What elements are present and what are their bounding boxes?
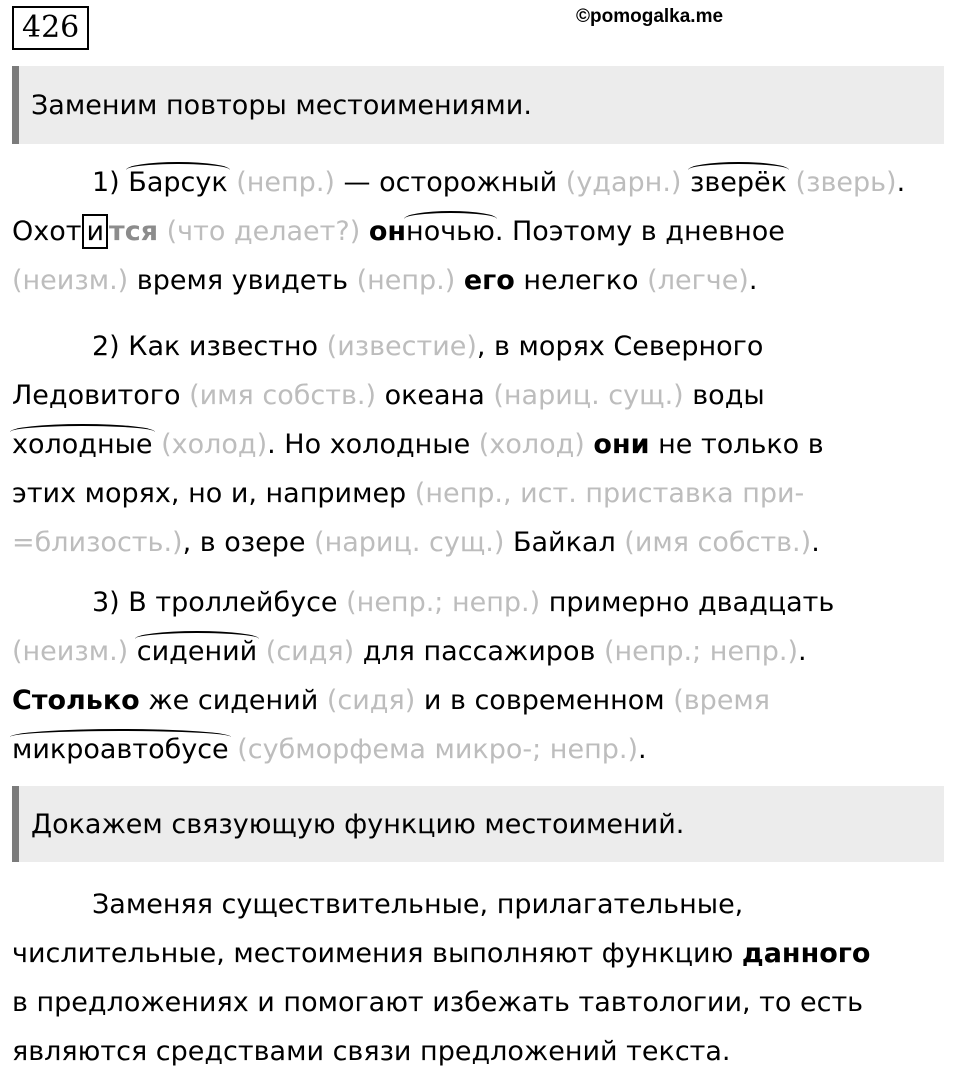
p2-line-2 (12, 371, 957, 420)
conclusion-paragraph (12, 880, 957, 1076)
text: . Но холодные (267, 429, 471, 460)
heading-text: Заменим повторы местоимениями. (31, 89, 532, 121)
text: 2) Как известно (92, 331, 319, 362)
conclusion-line-2 (12, 929, 957, 978)
word-arc: ночью (406, 207, 495, 256)
paragraph-2 (12, 322, 957, 567)
item-number: 1) (92, 167, 129, 198)
gray-note: (нариц. сущ.) (305, 527, 513, 558)
gray-note: (известие) (318, 331, 477, 362)
text: Ледовитого (12, 380, 181, 411)
word-arc: Барсук (128, 158, 227, 207)
text: . (797, 636, 807, 667)
p3-line-4 (12, 725, 957, 774)
gray-note: (непр.) (348, 265, 464, 296)
text: не только в (649, 429, 824, 460)
bold-word: данного (741, 938, 871, 969)
gray-note: (зверь) (786, 167, 897, 198)
text: примерно двадцать (548, 587, 835, 618)
ending-highlight: тся (109, 216, 159, 247)
word-arc: зверёк (690, 158, 787, 207)
gray-note: (субморфема микро-; непр.) (228, 734, 638, 765)
paragraph-1 (12, 158, 957, 305)
gray-note: (непр.; непр.) (337, 587, 549, 618)
text: . (637, 734, 647, 765)
text: . (811, 527, 820, 558)
gray-note: (имя собств.) (615, 527, 812, 558)
pronoun-bold: Столько (12, 685, 140, 716)
section-heading-prove (12, 786, 944, 862)
gray-note: (что делает?) (158, 216, 369, 247)
text: в предложениях и помогают избежать тавтологии, то есть (12, 987, 864, 1018)
suffix-box: и (82, 214, 108, 249)
gray-note: (холод) (152, 429, 268, 460)
text: Охот (12, 216, 82, 247)
heading-text: Докажем связующую функцию местоимений. (31, 808, 685, 840)
text: и в современном (423, 685, 665, 716)
text: . Поэтому в дневное (494, 216, 785, 247)
text: для пассажиров (362, 636, 596, 667)
text: . (748, 265, 758, 296)
text: 3) В троллейбусе (92, 587, 338, 618)
p1-line-2 (12, 207, 957, 256)
text: Заменяя существительные, прилагательные, (92, 889, 744, 920)
p3-line-2 (12, 627, 957, 676)
p2-line-3 (12, 420, 957, 469)
gray-note: (непр.) (227, 167, 344, 198)
text: этих морях, но и, например (12, 478, 407, 509)
text: , в озере (182, 527, 306, 558)
gray-note: (ударн.) (565, 167, 691, 198)
text: воды (692, 380, 765, 411)
text: Байкал (512, 527, 616, 558)
p2-line-1 (12, 322, 957, 371)
conclusion-line-4 (12, 1027, 957, 1076)
gray-note: (время (664, 685, 771, 716)
watermark: ©pomogalka.me (576, 6, 724, 27)
p3-line-1 (12, 578, 957, 627)
text: . (896, 167, 906, 198)
word-arc: микроавтобусе (12, 725, 229, 774)
text: числительные, местоимения выполняют функцию (12, 938, 742, 969)
gray-note: (неизм.) (12, 636, 137, 667)
gray-note: (непр., ист. приставка при- (406, 478, 805, 509)
pronoun-bold: они (593, 429, 650, 460)
text: океана (384, 380, 485, 411)
gray-note: (сидя) (318, 685, 424, 716)
gray-note: (сидя) (257, 636, 363, 667)
p2-line-4 (12, 469, 957, 518)
p1-line-3 (12, 256, 957, 305)
pronoun-bold: его (463, 265, 515, 296)
gray-note: (имя собств.) (180, 380, 385, 411)
conclusion-line-1 (12, 880, 957, 929)
p3-line-3 (12, 676, 957, 725)
text: нелегко (514, 265, 639, 296)
pronoun-bold: он (368, 216, 407, 247)
p2-line-5 (12, 518, 957, 567)
gray-note: (нариц. сущ.) (484, 380, 693, 411)
word-arc: сидений (137, 627, 257, 676)
word-arc: холодные (12, 420, 153, 469)
gray-note: (непр.; непр.) (595, 636, 798, 667)
gray-note: (неизм.) (12, 265, 137, 296)
text: — осторожный (343, 167, 566, 198)
gray-note: =близость.) (12, 527, 183, 558)
paragraph-3 (12, 578, 957, 774)
section-heading-replace (12, 66, 944, 144)
gray-note: (холод) (470, 429, 594, 460)
task-number: 426 (12, 6, 89, 50)
text: являются средствами связи предложений текста. (12, 1036, 731, 1067)
p1-line-1 (12, 158, 957, 207)
text: , в морях Северного (476, 331, 764, 362)
text: время увидеть (136, 265, 348, 296)
conclusion-line-3 (12, 978, 957, 1027)
text: же сидений (139, 685, 319, 716)
gray-note: (легче) (638, 265, 749, 296)
